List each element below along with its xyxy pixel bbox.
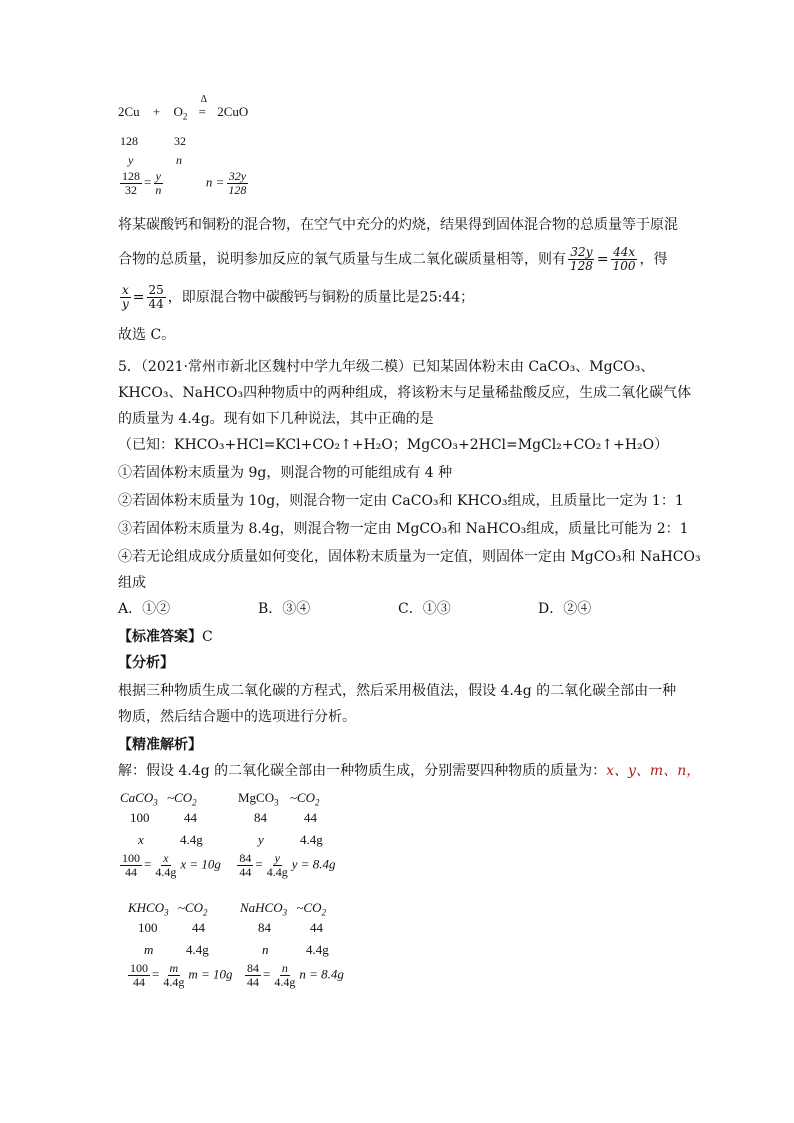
mass-128: 128 [120, 134, 138, 148]
var-n: n [176, 153, 182, 167]
mass-32: 32 [174, 134, 186, 148]
cu-equation [118, 94, 249, 122]
detail-label: 【精准解析】 [118, 737, 202, 753]
co2-mass-1: 44 [184, 810, 197, 825]
var-n-2: n [262, 942, 269, 957]
q5-statement-3: ③若固体粉末质量为 8.4g，则混合物一定由 MgCO₃和 NaHCO₃组成，质量比可能为 2：1 [118, 521, 689, 537]
cu-ratio: $\frac{128}{32}$ = $\frac{y}{n}$ n = $\frac{32y}{128}$ [122, 169, 247, 197]
std-answer: 【标准答案】C [118, 629, 213, 645]
q5-line2: KHCO₃、NaHCO₃四种物质中的两种组成，将该粉末与足量稀盐酸反应，生成二氧化碳气体 [118, 385, 692, 401]
var-y-2: y [258, 832, 264, 847]
co2-4.4g-2: 4.4g [300, 832, 323, 847]
option-b: B．③④ [258, 601, 311, 617]
nahco3-mass: 84 [258, 920, 271, 935]
caco3-header: CaCO$_3$ $\sim CO_2$ [120, 790, 197, 808]
option-d: D．②④ [538, 601, 592, 617]
analysis-line2: 物质，然后结合题中的选项进行分析。 [118, 709, 356, 725]
para1-line2: 合物的总质量，说明参加反应的氧气质量与生成二氧化碳质量相等，则有 $\frac{32y}{128}$ = $\frac{44x}{100}$ ，得 [118, 245, 668, 273]
plus-sign: + [152, 104, 161, 119]
co2-4.4g-1: 4.4g [180, 832, 203, 847]
var-x: x [138, 832, 144, 847]
detail-line1: 解：假设 4.4g 的二氧化碳全部由一种物质生成，分别需要四种物质的质量为：x、y、m、n， [118, 763, 701, 779]
khco3-mass: 100 [138, 920, 158, 935]
var-y: y [128, 153, 134, 167]
option-c: C．①③ [398, 601, 451, 617]
nahco3-header: NaHCO$_3$ $\sim CO_2$ [240, 900, 326, 918]
q5-statement-4: ④若无论组成成分质量如何变化，固体粉末质量为一定值，则固体一定由 MgCO₃和 NaHCO₃ [118, 549, 701, 565]
caco3-mass: 100 [130, 810, 150, 825]
co2-4.4g-4: 4.4g [306, 942, 329, 957]
analysis-label: 【分析】 [118, 655, 174, 671]
option-a: A．①② [118, 601, 171, 617]
calc-ratio-1: $\frac{100}{44}$ = $\frac{x}{4.4g}$ x = 10g $\frac{84}{44}$ = $\frac{y}{4.4g}$ y = 8.4g [122, 851, 336, 879]
previous-answer: 故选 C。 [118, 327, 176, 343]
co2-mass-2: 44 [304, 810, 317, 825]
para1-line1: 将某碳酸钙和铜粉的混合物，在空气中充分的灼烧，结果得到固体混合物的总质量等于原混 [118, 217, 678, 233]
q5-statement-1: ①若固体粉末质量为 9g，则混合物的可能组成有 4 种 [118, 465, 453, 481]
reactant-cu: 2Cu [118, 104, 140, 119]
q5-line1: 5．（2021·常州市新北区魏村中学九年级二模）已知某固体粉末由 CaCO₃、MgCO₃、 [118, 359, 655, 375]
khco3-header: $KHCO_3$ $\sim CO_2$ [128, 900, 208, 918]
var-m: m [144, 942, 154, 957]
mgco3-header: MgCO$_3$ $\sim CO_2$ [238, 790, 320, 808]
reactant-o2: $O_2$ [173, 104, 188, 122]
q5-line3: 的质量为 4.4g。现有如下几种说法，其中正确的是 [118, 411, 434, 427]
co2-mass-3: 44 [192, 920, 205, 935]
para1-line3: $\frac{x}{y}$ = $\frac{25}{44}$ ，即原混合物中碳酸钙与铜粉的质量比是25:44； [122, 283, 475, 311]
mgco3-mass: 84 [254, 810, 267, 825]
heat-arrow: Δ = [198, 94, 208, 119]
co2-mass-4: 44 [310, 920, 323, 935]
product-cuo: 2CuO [217, 104, 249, 119]
heat-symbol: Δ [200, 94, 208, 105]
q5-statement-4-cont: 组成 [118, 575, 146, 591]
calc-ratio-2: $\frac{100}{44}$ = $\frac{m}{4.4g}$ m = 10g $\frac{84}{44}$ = $\frac{n}{4.4g}$ n = 8.4g [130, 961, 344, 989]
q5-statement-2: ②若固体粉末质量为 10g，则混合物一定由 CaCO₃和 KHCO₃组成，且质量比一定为 1：1 [118, 493, 684, 509]
analysis-line1: 根据三种物质生成二氧化碳的方程式，然后采用极值法，假设 4.4g 的二氧化碳全部由一种 [118, 683, 677, 699]
co2-4.4g-3: 4.4g [186, 942, 209, 957]
q5-known: （已知：KHCO₃+HCl=KCl+CO₂↑+H₂O；MgCO₃+2HCl=MgCl₂+CO₂↑+H₂O） [118, 437, 669, 453]
